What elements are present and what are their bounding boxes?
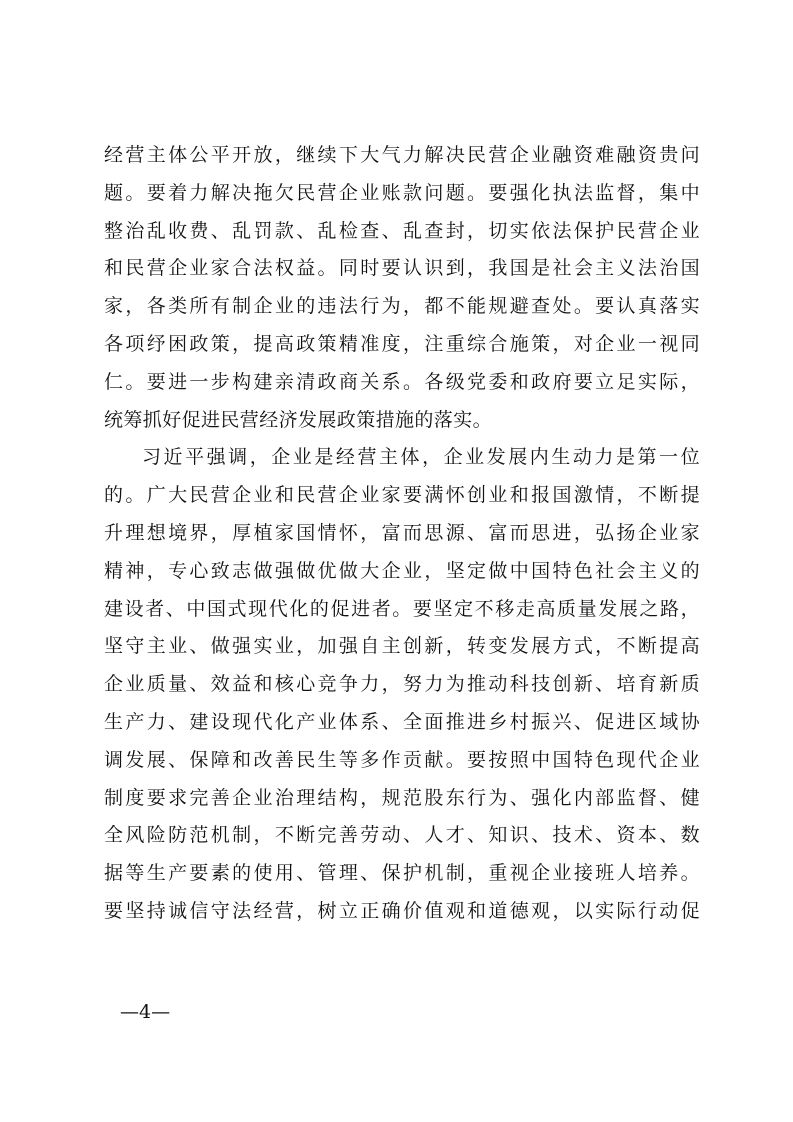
text-line: 据等生产要素的使用、管理、保护机制，重视企业接班人培养。 [104,862,700,885]
text-line: 经营主体公平开放，继续下大气力解决民营企业融资难融资贵问 [104,144,700,166]
text-line: 企业质量、效益和核心竞争力，努力为推动科技创新、培育新质 [104,673,700,696]
text-line: 的。广大民营企业和民营企业家要满怀创业和报国激情，不断提 [104,484,700,507]
body-text [104,137,700,931]
text-line: 家，各类所有制企业的违法行为，都不能规避查处。要认真落实 [104,295,700,318]
text-line: 生产力、建设现代化产业体系、全面推进乡村振兴、促进区域协 [104,710,700,733]
text-line: 建设者、中国式现代化的促进者。要坚定不移走高质量发展之路， [104,597,700,620]
text-line: 各项纾困政策，提高政策精准度，注重综合施策，对企业一视同 [104,332,700,355]
text-line: 仁。要进一步构建亲清政商关系。各级党委和政府要立足实际， [104,370,700,393]
text-line: 升理想境界，厚植家国情怀，富而思源、富而思进，弘扬企业家 [104,521,700,544]
text-line: 坚守主业、做强实业，加强自主创新，转变发展方式，不断提高 [104,635,700,658]
page-number: —4— [120,1001,171,1023]
text-line: 和民营企业家合法权益。同时要认识到，我国是社会主义法治国 [104,257,700,280]
text-line: 整治乱收费、乱罚款、乱检查、乱查封，切实依法保护民营企业 [104,219,700,242]
text-line: 制度要求完善企业治理结构，规范股东行为、强化内部监督、健 [104,786,700,809]
text-line: 精神，专心致志做强做优做大企业，坚定做中国特色社会主义的 [104,559,700,582]
paragraph-start-line: 习近平强调，企业是经营主体，企业发展内生动力是第一位 [142,446,700,469]
text-line: 题。要着力解决拖欠民营企业账款问题。要强化执法监督，集中 [104,181,700,204]
text-line: 调发展、保障和改善民生等多作贡献。要按照中国特色现代企业 [104,748,700,771]
text-line: 全风险防范机制，不断完善劳动、人才、知识、技术、资本、数 [104,824,700,847]
text-line: 统筹抓好促进民营经济发展政策措施的落实。 [104,408,493,431]
text-line: 要坚持诚信守法经营，树立正确价值观和道德观，以实际行动促 [104,899,700,922]
